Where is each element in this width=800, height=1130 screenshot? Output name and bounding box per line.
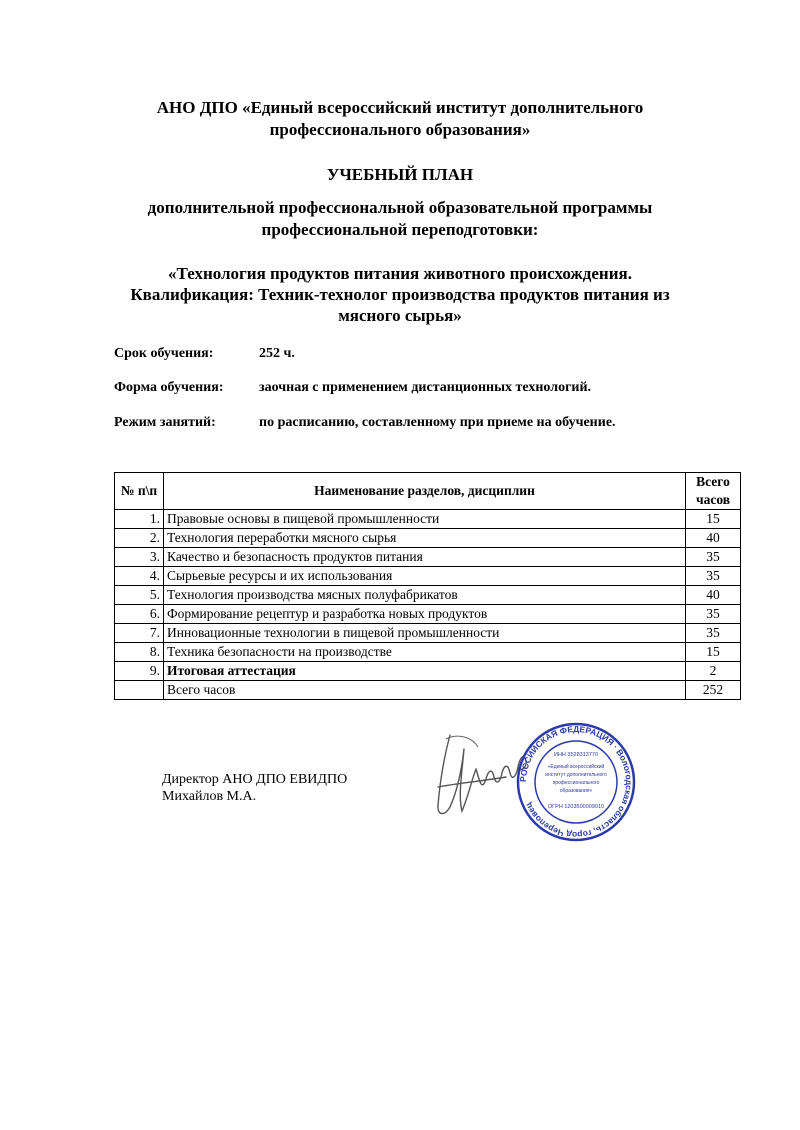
- table-row: [115, 510, 741, 529]
- row-number: 4.: [115, 567, 164, 586]
- row-number: 9.: [115, 662, 164, 681]
- row-number: 5.: [115, 586, 164, 605]
- header-hours-line-1: Всего: [696, 474, 730, 489]
- table-row: [115, 605, 741, 624]
- row-hours: 2: [686, 662, 741, 681]
- stamp-inn: ИНН 3528313770: [553, 752, 599, 758]
- total-empty-cell: [115, 681, 164, 700]
- page-title: УЧЕБНЫЙ ПЛАН: [326, 165, 474, 184]
- table-row: [115, 643, 741, 662]
- row-number: 7.: [115, 624, 164, 643]
- program-name: [0, 263, 800, 326]
- study-schedule-label: Режим занятий:: [114, 415, 216, 430]
- study-schedule-value: по расписанию, составленному при приеме на обучение.: [259, 415, 616, 430]
- program-line-3: мясного сырья»: [338, 306, 462, 325]
- header-hours-line-2: часов: [695, 492, 731, 507]
- study-duration: [114, 345, 295, 363]
- program-line-2: Квалификация: Техник-технолог производства продуктов питания из: [130, 285, 670, 304]
- curriculum-table: [114, 472, 741, 700]
- row-discipline: Итоговая аттестация: [164, 662, 686, 681]
- org-line-2: профессионального образования»: [269, 120, 531, 139]
- table-total-row: [115, 681, 741, 700]
- director-title: Директор АНО ДПО ЕВИДПО: [162, 772, 348, 787]
- row-hours: 35: [686, 624, 741, 643]
- signature-block: [162, 771, 347, 805]
- header-hours: [686, 473, 741, 510]
- stamp-center-3: профессионального: [552, 780, 600, 786]
- row-hours: 35: [686, 567, 741, 586]
- stamp-seal-graphic: [518, 724, 634, 840]
- row-number: 8.: [115, 643, 164, 662]
- organization-name: [0, 97, 800, 141]
- stamp-outer-text: РОССИЙСКАЯ ФЕДЕРАЦИЯ · Вологодская область, город Череповец: [517, 723, 635, 841]
- row-hours: 15: [686, 643, 741, 662]
- row-discipline: Правовые основы в пищевой промышленности: [164, 510, 686, 529]
- program-type: [0, 197, 800, 241]
- total-hours: 252: [686, 681, 741, 700]
- table-row: [115, 548, 741, 567]
- row-hours: 40: [686, 586, 741, 605]
- row-hours: 15: [686, 510, 741, 529]
- study-duration-label: Срок обучения:: [114, 346, 214, 361]
- header-discipline-name: Наименование разделов, дисциплин: [164, 473, 686, 510]
- table-row: [115, 567, 741, 586]
- row-discipline: Технология переработки мясного сырья: [164, 529, 686, 548]
- row-discipline: Инновационные технологии в пищевой промышленности: [164, 624, 686, 643]
- director-name: Михайлов М.А.: [162, 789, 257, 804]
- study-duration-value: 252 ч.: [259, 346, 295, 361]
- row-discipline: Техника безопасности на производстве: [164, 643, 686, 662]
- row-number: 3.: [115, 548, 164, 567]
- row-discipline: Сырьевые ресурсы и их использования: [164, 567, 686, 586]
- row-hours: 35: [686, 548, 741, 567]
- header-number: № п\п: [115, 473, 164, 510]
- table-header-row: [115, 473, 741, 510]
- subtitle-line-2: профессиональной переподготовки:: [261, 220, 539, 239]
- row-hours: 35: [686, 605, 741, 624]
- stamp-center-2: институт дополнительного: [545, 772, 607, 778]
- table-row: [115, 624, 741, 643]
- row-hours: 40: [686, 529, 741, 548]
- stamp-center-4: образования»: [559, 788, 593, 794]
- subtitle-line-1: дополнительной профессиональной образовательной программы: [147, 198, 653, 217]
- table-row-final-attestation: [115, 662, 741, 681]
- row-number: 2.: [115, 529, 164, 548]
- program-line-1: «Технология продуктов питания животного происхождения.: [168, 264, 632, 283]
- study-form-value: заочная с применением дистанционных технологий.: [259, 380, 592, 395]
- stamp-ogrn: ОГРН 1203500009010: [547, 804, 605, 810]
- total-label: Всего часов: [164, 681, 686, 700]
- row-discipline: Формирование рецептур и разработка новых продуктов: [164, 605, 686, 624]
- row-discipline: Качество и безопасность продуктов питания: [164, 548, 686, 567]
- table-row: [115, 529, 741, 548]
- organization-stamp: [514, 720, 638, 844]
- org-line-1: АНО ДПО «Единый всероссийский институт дополнительного: [156, 98, 644, 117]
- study-form: [114, 379, 591, 397]
- study-schedule: [114, 414, 616, 432]
- study-form-label: Форма обучения:: [114, 380, 224, 395]
- row-number: 6.: [115, 605, 164, 624]
- row-number: 1.: [115, 510, 164, 529]
- stamp-center-1: «Единый всероссийский: [547, 764, 605, 770]
- table-row: [115, 586, 741, 605]
- row-discipline: Технология производства мясных полуфабрикатов: [164, 586, 686, 605]
